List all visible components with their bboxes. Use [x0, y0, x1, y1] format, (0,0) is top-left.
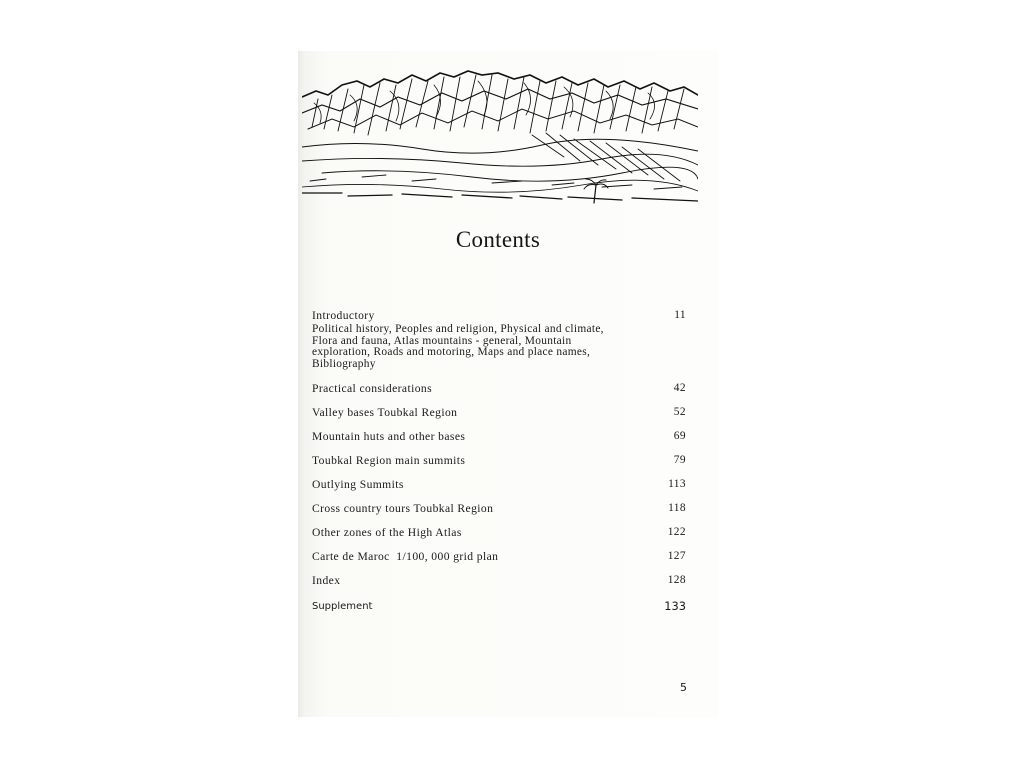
toc-entry-other-zones — [312, 526, 686, 539]
toc-entry-page: 52 — [673, 406, 686, 418]
toc-entry-label: Other zones of the High Atlas — [312, 526, 462, 539]
toc-entry-label: Index — [312, 574, 341, 587]
toc-entry-outlying-summits — [312, 478, 686, 491]
toc-entry-label: Supplement — [312, 601, 373, 612]
toc-entry-introductory — [312, 309, 686, 322]
toc-entry-label: Practical considerations — [312, 382, 433, 395]
toc-entry-valley-bases — [312, 406, 686, 419]
toc-entry-page: 133 — [664, 599, 686, 613]
toc-entry-label: Valley bases Toubkal Region — [312, 406, 458, 419]
table-of-contents — [312, 309, 686, 613]
toc-entry-main-summits — [312, 454, 686, 467]
toc-entry-label: Outlying Summits — [312, 478, 404, 491]
toc-entry-supplement — [312, 600, 686, 613]
toc-entry-page: 42 — [673, 382, 686, 394]
toc-entry-label: Mountain huts and other bases — [312, 430, 466, 443]
toc-entry-page: 11 — [674, 309, 686, 321]
toc-entry-carte-de-maroc — [312, 550, 686, 563]
toc-entry-label: Carte de Maroc 1/100, 000 grid plan — [312, 550, 499, 563]
toc-entry-label: Introductory — [312, 309, 375, 322]
toc-entry-page: 113 — [668, 478, 686, 490]
toc-entry-page: 122 — [667, 526, 686, 538]
toc-entry-label: Cross country tours Toubkal Region — [312, 502, 494, 515]
introductory-subtopics: Political history, Peoples and religion, Physical and climate, Flora and fauna, Atlas mountains - general, Mountain exploration, Roads and motoring, Maps and place names, Bibliography — [312, 323, 604, 370]
page-title: Contents — [455, 227, 541, 252]
book-page — [298, 51, 718, 717]
toc-entry-page: 127 — [667, 550, 686, 562]
toc-entry-page: 128 — [667, 574, 686, 586]
toc-entry-index — [312, 574, 686, 587]
toc-entry-cross-country — [312, 502, 686, 515]
toc-entry-practical — [312, 382, 686, 395]
toc-entry-page: 79 — [673, 454, 686, 466]
page-number: 5 — [680, 681, 687, 694]
toc-entry-label: Toubkal Region main summits — [312, 454, 466, 467]
toc-entry-page: 118 — [668, 502, 686, 514]
toc-entry-page: 69 — [673, 430, 686, 442]
mountain-landscape-illustration — [302, 69, 698, 209]
toc-entry-mountain-huts — [312, 430, 686, 443]
